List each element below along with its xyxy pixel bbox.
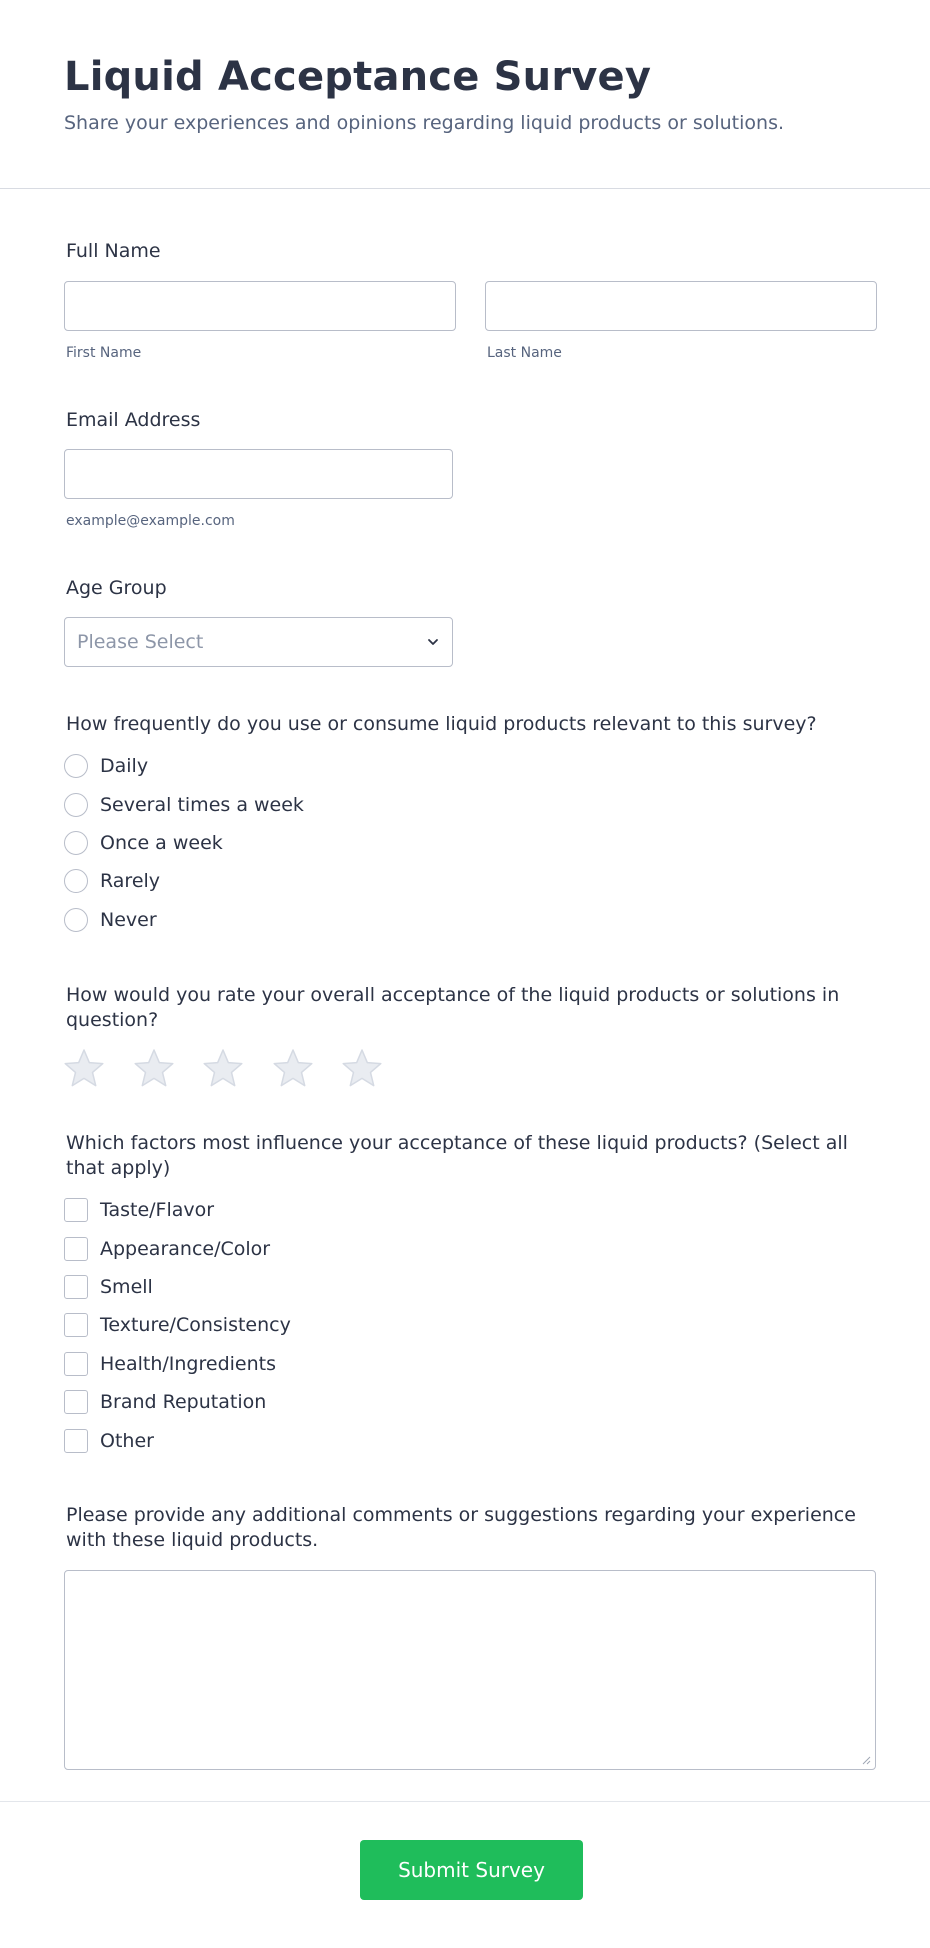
age-group-label: Age Group	[66, 577, 167, 599]
full-name-label: Full Name	[66, 240, 161, 262]
checkbox[interactable]	[64, 1390, 88, 1414]
email-sublabel: example@example.com	[66, 513, 235, 529]
form-header	[0, 0, 930, 189]
email-label: Email Address	[66, 409, 201, 431]
first-name-sublabel: First Name	[66, 345, 142, 361]
factors-options	[64, 1191, 564, 1460]
page-subtitle: Share your experiences and opinions regarding liquid products or solutions.	[64, 112, 785, 134]
radio-button[interactable]	[64, 831, 88, 855]
radio-option-several-times-a-week[interactable]	[64, 785, 564, 823]
last-name-sublabel: Last Name	[487, 345, 562, 361]
checkbox[interactable]	[64, 1313, 88, 1337]
email-input[interactable]	[64, 449, 453, 499]
checkbox[interactable]	[64, 1198, 88, 1222]
checkbox[interactable]	[64, 1275, 88, 1299]
star-icon[interactable]	[63, 1048, 105, 1088]
radio-label: Rarely	[100, 870, 161, 893]
radio-option-never[interactable]	[64, 901, 564, 939]
radio-button[interactable]	[64, 793, 88, 817]
checkbox-option-other[interactable]	[64, 1421, 564, 1459]
radio-button[interactable]	[64, 754, 88, 778]
checkbox-option-texture-consistency[interactable]	[64, 1306, 564, 1344]
last-name-input[interactable]	[485, 281, 877, 331]
checkbox-option-health-ingredients[interactable]	[64, 1345, 564, 1383]
comments-textarea[interactable]	[64, 1570, 876, 1770]
checkbox-label: Texture/Consistency	[100, 1314, 291, 1337]
star-icon[interactable]	[133, 1048, 175, 1088]
radio-button[interactable]	[64, 869, 88, 893]
frequency-question: How frequently do you use or consume liquid products relevant to this survey?	[66, 713, 817, 735]
frequency-options	[64, 747, 564, 939]
star-rating[interactable]	[63, 1048, 411, 1088]
radio-label: Once a week	[100, 831, 223, 854]
checkbox-label: Appearance/Color	[100, 1237, 271, 1260]
star-icon[interactable]	[341, 1048, 383, 1088]
checkbox-label: Health/Ingredients	[100, 1352, 277, 1375]
page-title: Liquid Acceptance Survey	[64, 54, 652, 100]
checkbox-label: Smell	[100, 1275, 153, 1298]
age-group-placeholder: Please Select	[77, 631, 204, 653]
radio-option-once-a-week[interactable]	[64, 824, 564, 862]
star-icon[interactable]	[202, 1048, 244, 1088]
checkbox[interactable]	[64, 1429, 88, 1453]
radio-button[interactable]	[64, 908, 88, 932]
checkbox-option-appearance-color[interactable]	[64, 1229, 564, 1267]
checkbox[interactable]	[64, 1237, 88, 1261]
radio-label: Several times a week	[100, 793, 304, 816]
submit-survey-button[interactable]: Submit Survey	[360, 1840, 583, 1900]
factors-question: Which factors most influence your acceptance of these liquid products? (Select all that apply)	[66, 1132, 848, 1179]
checkbox-option-smell[interactable]	[64, 1268, 564, 1306]
chevron-down-icon	[426, 635, 440, 649]
radio-label: Daily	[100, 755, 149, 778]
checkbox-label: Brand Reputation	[100, 1391, 267, 1414]
radio-label: Never	[100, 908, 157, 931]
checkbox-label: Other	[100, 1429, 154, 1452]
form-footer	[0, 1801, 930, 1948]
first-name-input[interactable]	[64, 281, 456, 331]
comments-question: Please provide any additional comments or suggestions regarding your experience with these liquid products.	[66, 1504, 856, 1551]
resize-handle-icon[interactable]	[861, 1755, 871, 1765]
age-group-select[interactable]	[64, 617, 453, 667]
checkbox-label: Taste/Flavor	[100, 1199, 215, 1222]
checkbox[interactable]	[64, 1352, 88, 1376]
checkbox-option-brand-reputation[interactable]	[64, 1383, 564, 1421]
radio-option-rarely[interactable]	[64, 862, 564, 900]
checkbox-option-taste-flavor[interactable]	[64, 1191, 564, 1229]
radio-option-daily[interactable]	[64, 747, 564, 785]
rating-question: How would you rate your overall acceptance of the liquid products or solutions in question?	[66, 984, 840, 1031]
star-icon[interactable]	[272, 1048, 314, 1088]
